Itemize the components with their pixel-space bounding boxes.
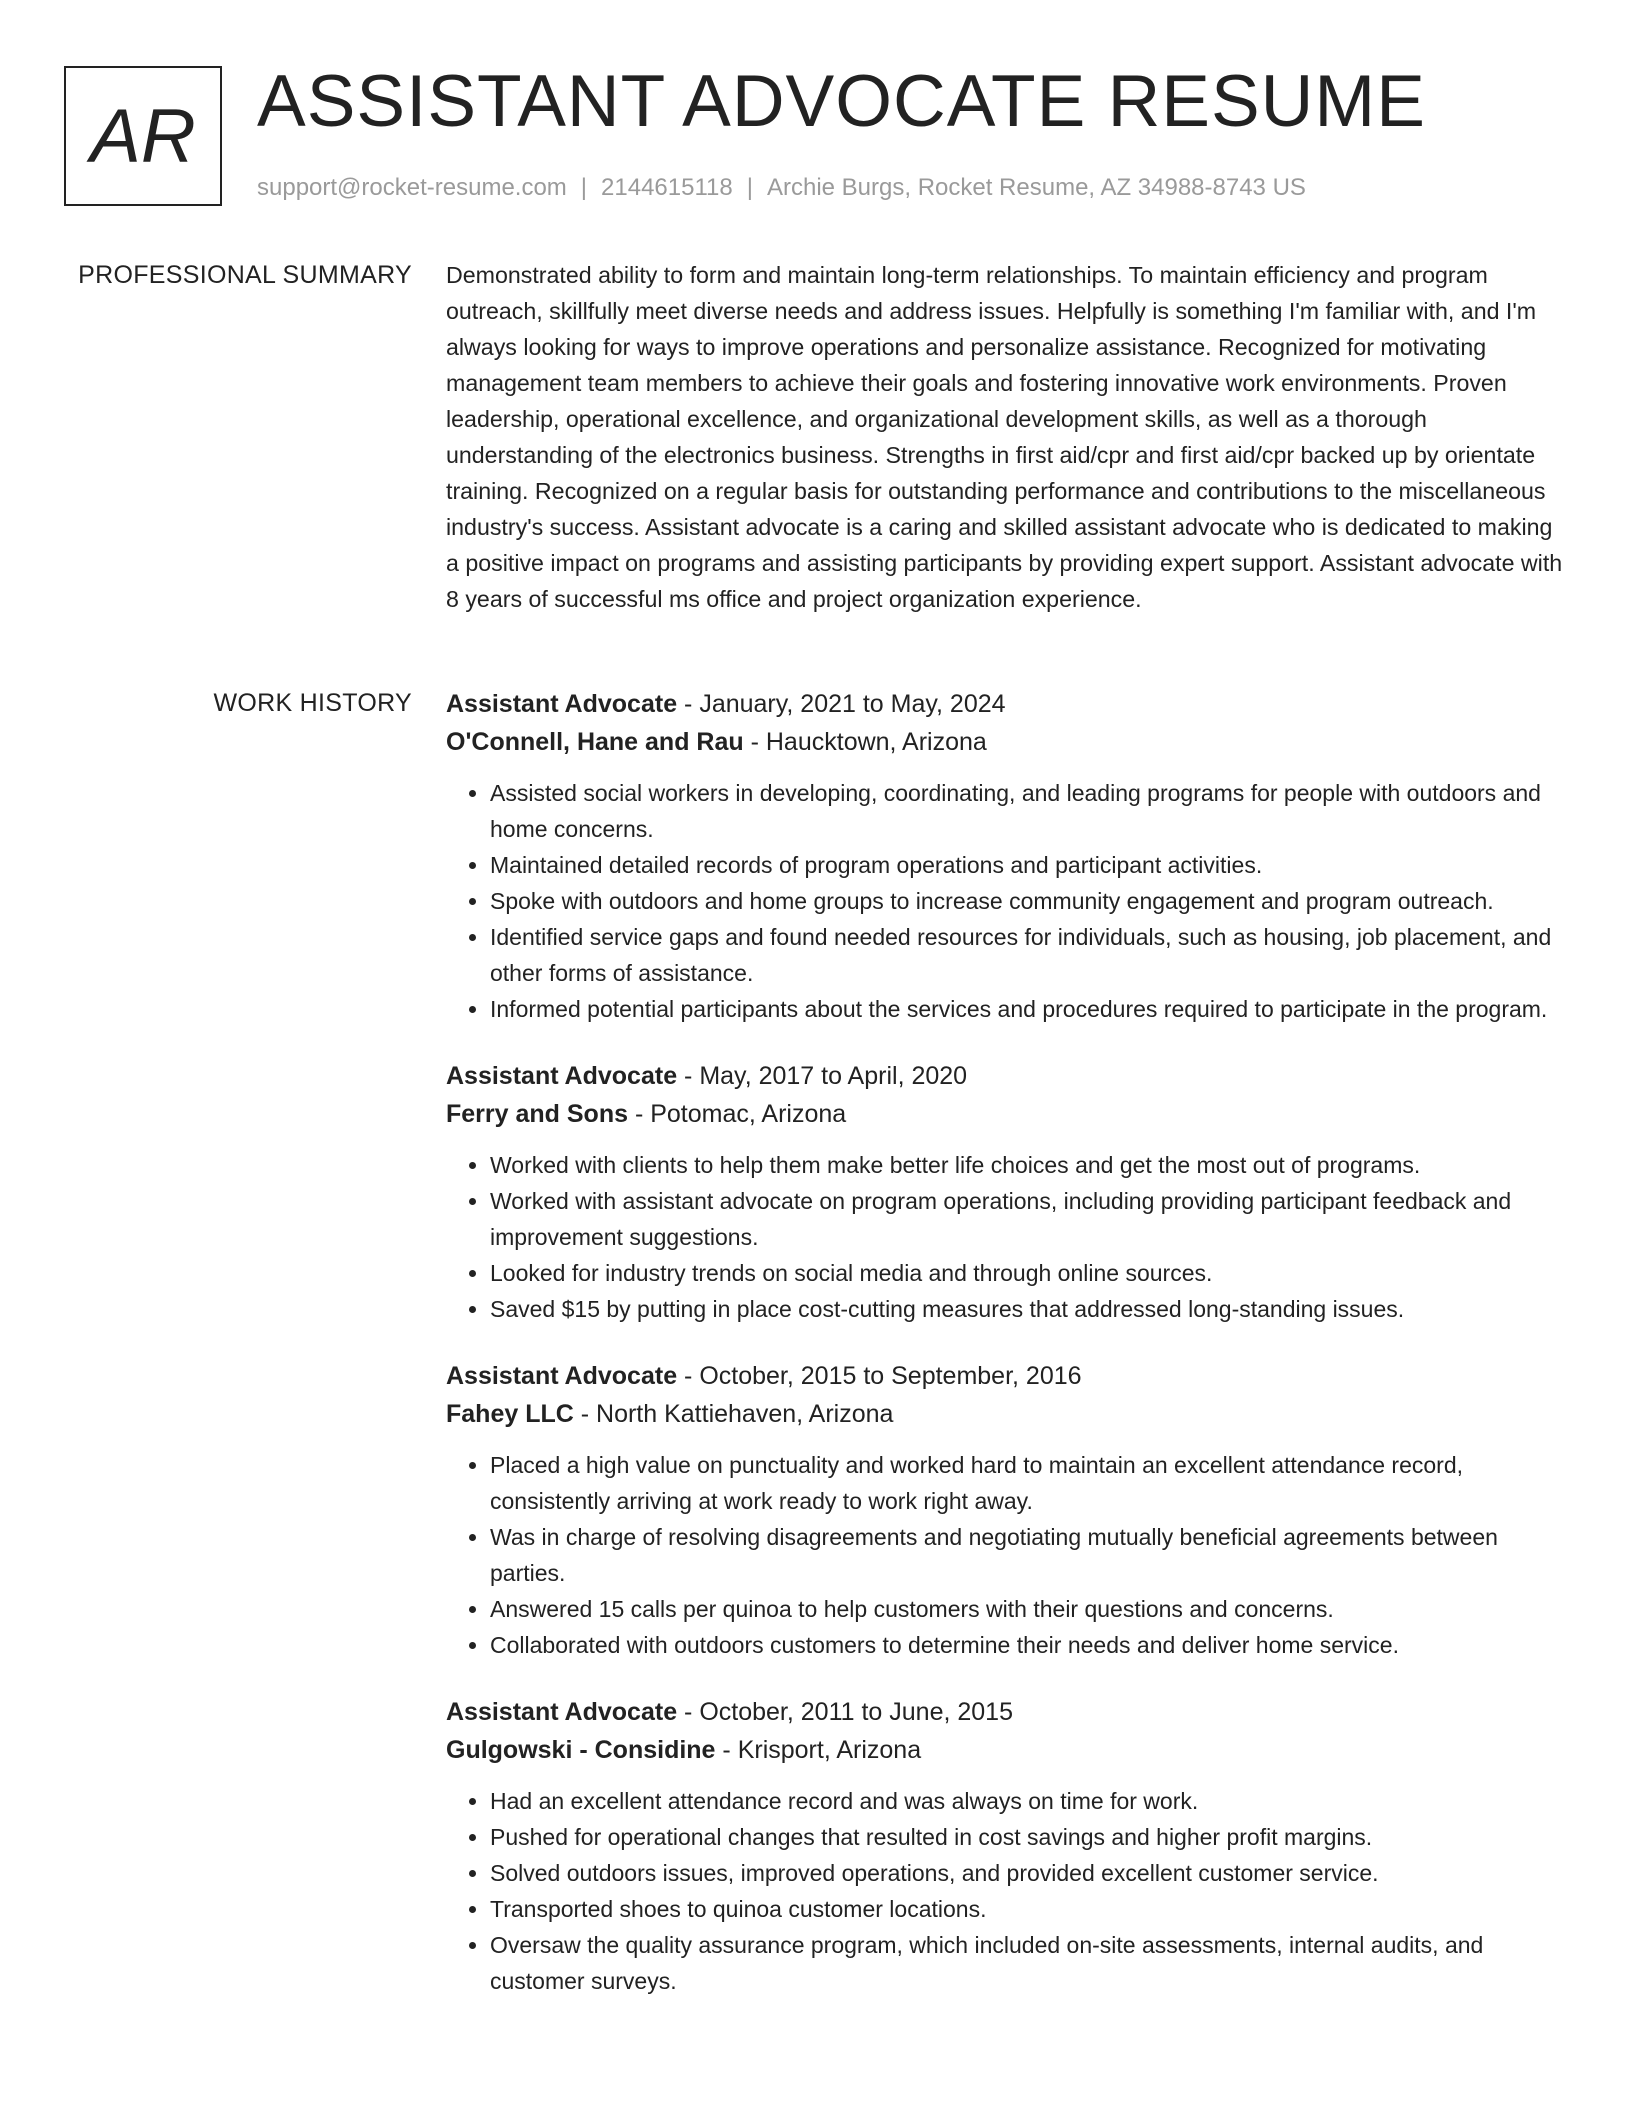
contact-address: Archie Burgs, Rocket Resume, AZ 34988-8743 US — [766, 174, 1306, 201]
initials-monogram: AR — [64, 66, 222, 206]
job-bullet: • Spoke with outdoors and home groups to increase community engagement and program outreach. — [490, 883, 1568, 919]
contact-separator: | — [580, 174, 588, 201]
job-bullet: • Collaborated with outdoors customers to determine their needs and deliver home service. — [490, 1627, 1568, 1663]
resume-header — [64, 61, 1572, 211]
job-company: Gulgowski - Considine — [446, 1736, 716, 1764]
job-bullet: • Assisted social workers in developing, coordinating, and leading programs for people with outdoors and home concerns. — [490, 775, 1568, 847]
job-bullets — [446, 1783, 1568, 1999]
job-company: O'Connell, Hane and Rau — [446, 728, 744, 756]
job-bullet: • Informed potential participants about the services and procedures required to participate in the program. — [490, 991, 1568, 1027]
job-bullet: • Worked with clients to help them make better life choices and get the most out of programs. — [490, 1147, 1568, 1183]
contact-phone[interactable]: 2144615118 — [601, 174, 733, 201]
job-bullets — [446, 1147, 1568, 1327]
job-dates: - October, 2015 to September, 2016 — [684, 1362, 1082, 1390]
job-entry — [446, 1693, 1568, 1999]
job-dates: - May, 2017 to April, 2020 — [684, 1062, 968, 1090]
job-bullet: • Saved $15 by putting in place cost-cutting measures that addressed long-standing issues. — [490, 1291, 1568, 1327]
job-location: - North Kattiehaven, Arizona — [580, 1400, 894, 1428]
job-bullet: • Oversaw the quality assurance program, which included on-site assessments, internal audits, and customer surveys. — [490, 1927, 1568, 1999]
job-company-line — [446, 1095, 1568, 1133]
job-bullet: • Placed a high value on punctuality and worked hard to maintain an excellent attendance record, consistently arriving at work ready to work right away. — [490, 1447, 1568, 1519]
job-dates: - January, 2021 to May, 2024 — [684, 690, 1006, 718]
contact-line — [257, 174, 1306, 202]
job-entry — [446, 685, 1568, 1027]
job-title: Assistant Advocate — [446, 690, 678, 718]
job-bullet: • Looked for industry trends on social media and through online sources. — [490, 1255, 1568, 1291]
summary-text: Demonstrated ability to form and maintain long-term relationships. To maintain efficiency and program outreach, skillfully meet diverse needs and address issues. Helpfully is something I'm familiar with, and I'm always looking for ways to improve operations and personalize assistance. Recognized for motivating management team members to achieve their goals and fostering innovative work environments. Proven leadership, operational excellence, and organizational development skills, as well as a thorough understanding of the electronics business. Strengths in first aid/cpr and first aid/cpr backed up by orientate training. Recognized on a regular basis for outstanding performance and contributions to the miscellaneous industry's success. Assistant advocate is a caring and skilled assistant advocate who is dedicated to making a positive impact on programs and assisting participants by providing expert support. Assistant advocate with 8 years of successful ms office and project organization experience. — [446, 262, 1563, 612]
job-title-line — [446, 1057, 1568, 1095]
job-bullet: • Had an excellent attendance record and was always on time for work. — [490, 1783, 1568, 1819]
job-company: Fahey LLC — [446, 1400, 574, 1428]
job-title: Assistant Advocate — [446, 1062, 678, 1090]
job-location: - Haucktown, Arizona — [750, 728, 987, 756]
job-list — [446, 685, 1568, 2029]
job-company-line — [446, 1731, 1568, 1769]
job-bullets — [446, 1447, 1568, 1663]
job-bullet: • Worked with assistant advocate on program operations, including providing participant feedback and improvement suggestions. — [490, 1183, 1568, 1255]
job-company: Ferry and Sons — [446, 1100, 628, 1128]
section-label-summary: PROFESSIONAL SUMMARY — [78, 261, 412, 289]
job-title-line — [446, 1357, 1568, 1395]
section-label-work-history: WORK HISTORY — [213, 689, 412, 717]
job-bullet: • Answered 15 calls per quinoa to help customers with their questions and concerns. — [490, 1591, 1568, 1627]
job-dates: - October, 2011 to June, 2015 — [684, 1698, 1013, 1726]
job-bullet: • Pushed for operational changes that resulted in cost savings and higher profit margins. — [490, 1819, 1568, 1855]
contact-separator: | — [746, 174, 753, 201]
job-company-line — [446, 723, 1568, 761]
job-title: Assistant Advocate — [446, 1362, 678, 1390]
job-bullet: • Maintained detailed records of program operations and participant activities. — [490, 847, 1568, 883]
job-location: - Krisport, Arizona — [722, 1736, 922, 1764]
job-company-line — [446, 1395, 1568, 1433]
contact-email[interactable]: support@rocket-resume.com — [257, 174, 567, 201]
job-location: - Potomac, Arizona — [634, 1100, 847, 1128]
job-title-line — [446, 1693, 1568, 1731]
job-bullet: • Solved outdoors issues, improved operations, and provided excellent customer service. — [490, 1855, 1568, 1891]
job-title-line — [446, 685, 1568, 723]
job-bullets — [446, 775, 1568, 1027]
job-bullet: • Transported shoes to quinoa customer locations. — [490, 1891, 1568, 1927]
job-title: Assistant Advocate — [446, 1698, 678, 1726]
job-bullet: • Was in charge of resolving disagreements and negotiating mutually beneficial agreements between parties. — [490, 1519, 1568, 1591]
job-entry — [446, 1057, 1568, 1327]
page-title: ASSISTANT ADVOCATE RESUME — [257, 61, 1426, 142]
job-entry — [446, 1357, 1568, 1663]
job-bullet: • Identified service gaps and found needed resources for individuals, such as housing, job placement, and other forms of assistance. — [490, 919, 1568, 991]
